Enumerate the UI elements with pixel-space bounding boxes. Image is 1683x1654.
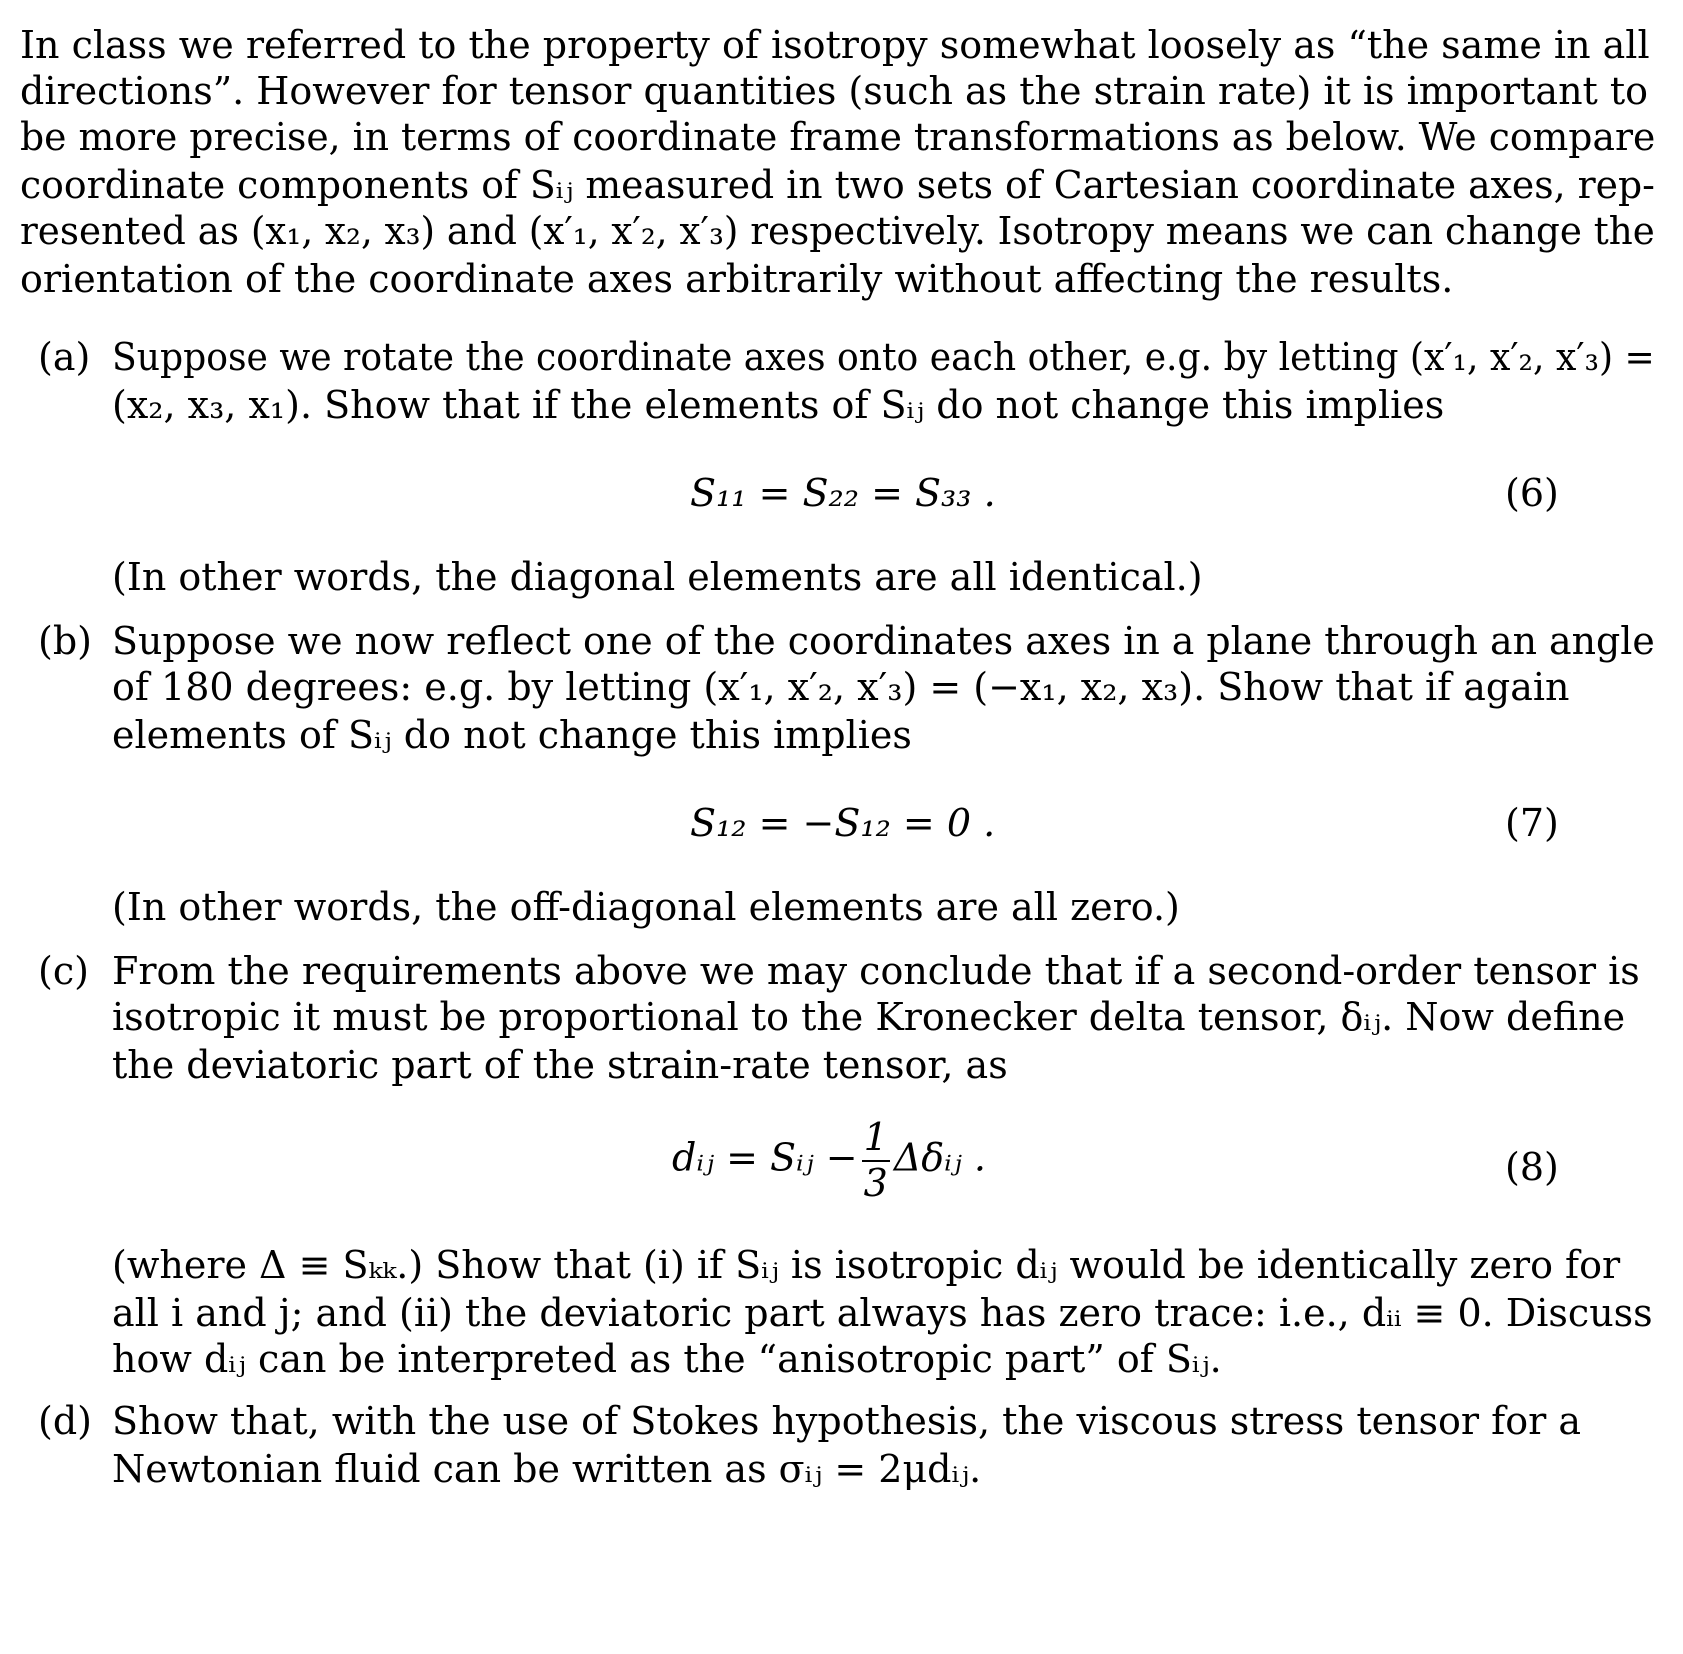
fraction-one-third (862, 1115, 890, 1205)
item-a-line: Suppose we rotate the coordinate axes onto each other, e.g. by letting (x′₁, x′₂, x′₃) = (112, 335, 1655, 379)
item-c-line: the deviatoric part of the strain-rate tensor, as (112, 1043, 1008, 1087)
item-b-line: of 180 degrees: e.g. by letting (x′₁, x′₂, x′₃) = (−x₁, x₂, x₃). Show that if again (112, 665, 1570, 709)
equation-8-lhs: dᵢⱼ = Sᵢⱼ − (672, 1135, 858, 1180)
equation-6: S₁₁ = S₂₂ = S₃₃ . (690, 471, 996, 515)
intro-line: be more precise, in terms of coordinate frame transformations as below. We compare (20, 115, 1656, 159)
item-c-line: isotropic it must be proportional to the Kronecker delta tensor, δᵢⱼ. Now define (112, 995, 1626, 1039)
equation-number-7: (7) (1505, 801, 1559, 845)
intro-line: directions”. However for tensor quantities (such as the strain rate) it is important to (20, 69, 1649, 113)
item-label-d: (d) (38, 1399, 92, 1443)
item-c-line: (where Δ ≡ Sₖₖ.) Show that (i) if Sᵢⱼ is isotropic dᵢⱼ would be identically zero for (112, 1243, 1621, 1287)
item-c-line: all i and j; and (ii) the deviatoric part always has zero trace: i.e., dᵢᵢ ≡ 0. Discuss (112, 1291, 1653, 1335)
equation-8 (672, 1115, 986, 1205)
fraction-denominator: 3 (863, 1160, 888, 1205)
item-b-line: Suppose we now reflect one of the coordinates axes in a plane through an angle (112, 619, 1655, 663)
equation-number-6: (6) (1505, 471, 1559, 515)
intro-line: resented as (x₁, x₂, x₃) and (x′₁, x′₂, x′₃) respectively. Isotropy means we can change the (20, 209, 1655, 253)
item-label-b: (b) (38, 619, 92, 663)
equation-7: S₁₂ = −S₁₂ = 0 . (690, 801, 996, 845)
item-c-line: how dᵢⱼ can be interpreted as the “anisotropic part” of Sᵢⱼ. (112, 1337, 1222, 1381)
item-b-note: (In other words, the off-diagonal elements are all zero.) (112, 885, 1180, 929)
fraction-numerator: 1 (862, 1118, 890, 1162)
item-d-line: Newtonian fluid can be written as σᵢⱼ = 2μdᵢⱼ. (112, 1447, 982, 1491)
equation-number-8: (8) (1505, 1145, 1559, 1189)
item-label-c: (c) (38, 949, 89, 993)
item-c-line: From the requirements above we may conclude that if a second-order tensor is (112, 949, 1640, 993)
item-b-line: elements of Sᵢⱼ do not change this implies (112, 713, 912, 757)
intro-line: orientation of the coordinate axes arbitrarily without affecting the results. (20, 257, 1454, 301)
intro-line: coordinate components of Sᵢⱼ measured in two sets of Cartesian coordinate axes, rep- (20, 163, 1655, 207)
item-a-note: (In other words, the diagonal elements are all identical.) (112, 555, 1203, 599)
item-label-a: (a) (38, 335, 91, 379)
item-d-line: Show that, with the use of Stokes hypothesis, the viscous stress tensor for a (112, 1399, 1582, 1443)
equation-8-rhs: Δδᵢⱼ . (893, 1135, 986, 1180)
intro-line: In class we referred to the property of isotropy somewhat loosely as “the same in all (20, 23, 1650, 67)
item-a-line: (x₂, x₃, x₁). Show that if the elements of Sᵢⱼ do not change this implies (112, 383, 1445, 427)
